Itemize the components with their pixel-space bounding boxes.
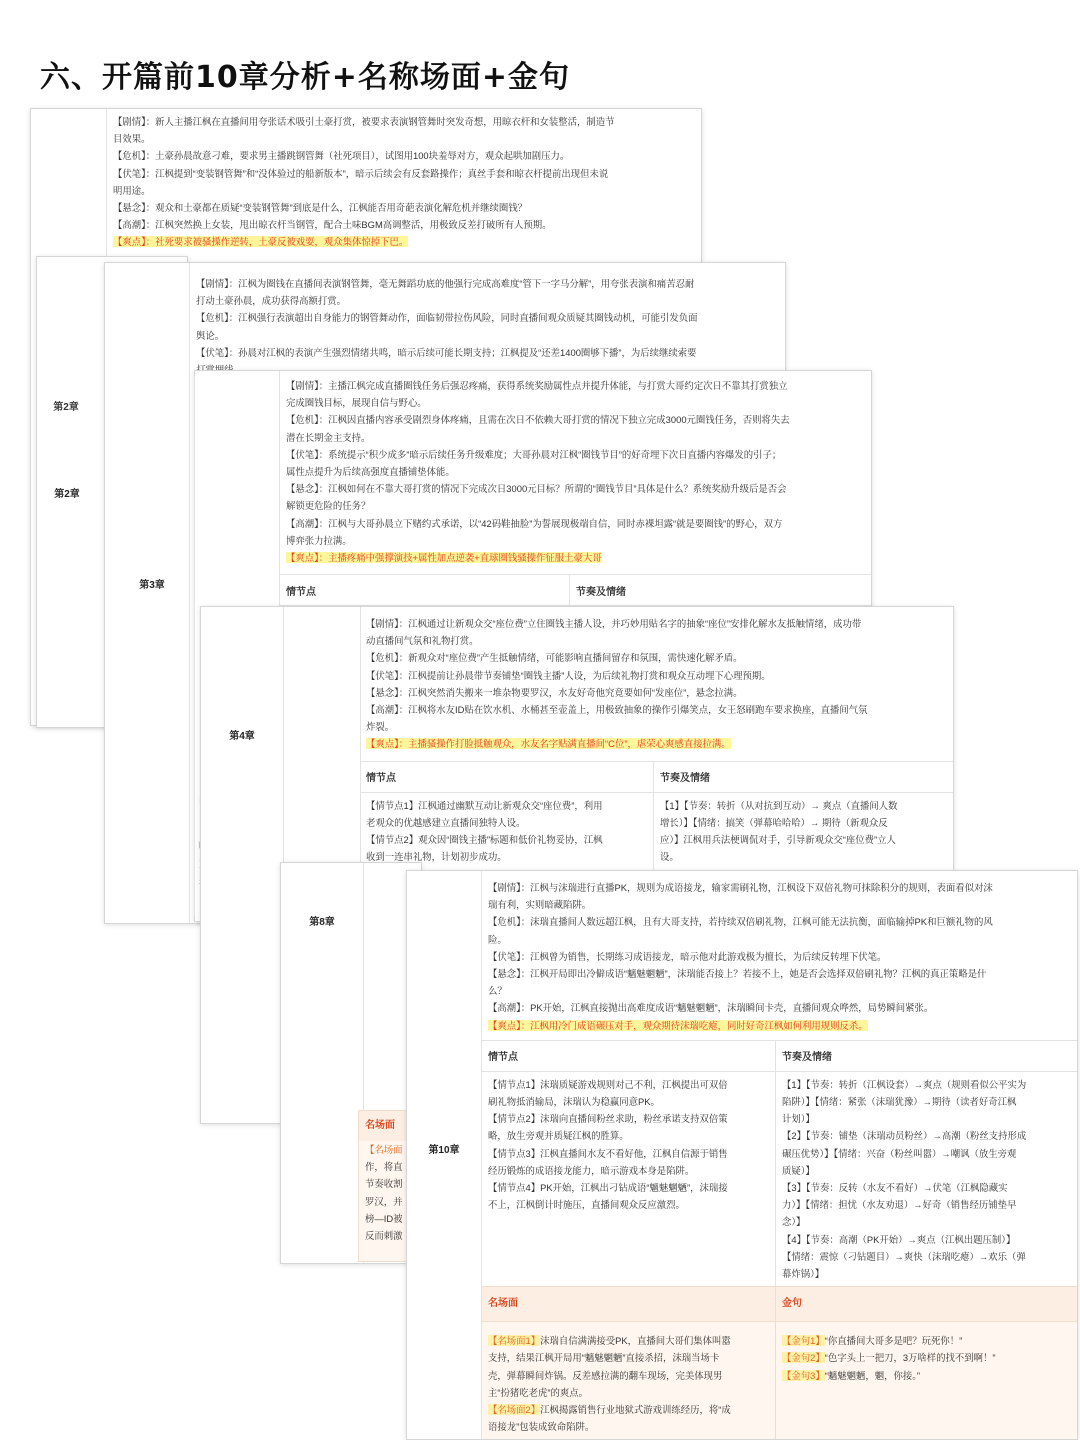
plot-line: 【剧情】：主播江枫完成直播圈钱任务后强忍疼痛，获得系统奖励属性点并提升体能，与打赏大哥约定次日不靠其打赏独立 — [286, 380, 788, 391]
suspense-line: 么？ — [488, 985, 507, 997]
plot-line: 打动土豪孙晨，成功获得高额打赏。 — [196, 295, 347, 307]
scene-text: 语接龙”包装成致命陷阱。 — [488, 1421, 595, 1433]
rhythm-line: 应）】江枫用兵法梗调侃对手，引导新观众交“座位费”立人 — [660, 834, 896, 846]
plot-line: 瑞有利，实则暗藏陷阱。 — [488, 899, 592, 911]
scene-fragment: 作，将直 — [365, 1161, 403, 1173]
foreshadow-line: 【伏笔】：江枫曾为销售，长期练习成语接龙，暗示他对此游戏极为擅长，为后续反转埋下伏笔。 — [488, 950, 887, 962]
foreshadow-line: 【伏笔】：江枫提前让孙晨带节奏铺垫“圈钱主播”人设，为后续礼物打赏和观众互动埋下心理预期。 — [366, 669, 771, 681]
chapter-10-card — [406, 870, 1078, 1440]
plot-line: 【剧情】：江枫与沫瑞进行直播PK，规则为成语接龙，输家需刷礼物，江枫设下双倍礼物可抹除积分的规则，表面看似对沫 — [488, 882, 993, 893]
rhythm-header: 节奏及情绪 — [576, 586, 626, 598]
plot-point-line: 收到一连串礼物，计划初步成功。 — [366, 851, 507, 863]
plot-points-header: 情节点 — [482, 1041, 776, 1071]
plot-line: 【剧情】：新人主播江枫在直播间用夸张话术吸引土豪打赏，被要求表演钢管舞时突发奇想，用晾衣杆和女装整活，制造节 — [113, 116, 615, 127]
scene-text: 江枫揭露销售行业地狱式游戏训练经历，将“成 — [540, 1404, 731, 1416]
highlight-line: 【爽点】：主播骚操作打脸抵触观众，水友名字贴满直播间“C位”，虐荣心爽感直接拉满。 — [366, 738, 731, 750]
plot-line: 【剧情】：江枫为圈钱在直播间表演钢管舞，毫无舞蹈功底的他强行完成高难度“管下一字马分解”，用夸张表演和痛苦忍耐 — [196, 278, 695, 289]
plot-point-line: 经历锻炼的成语接龙能力，暗示游戏本身是陷阱。 — [488, 1164, 695, 1176]
page-title: 六、开篇前10章分析+名称场面+金句 — [40, 60, 571, 95]
plot-line: 目效果。 — [113, 133, 151, 145]
plot-point-line: 略，放生旁观并质疑江枫的胜算。 — [488, 1130, 629, 1142]
rhythm-line: 【情绪：震惊（刁钻题目）→爽快（沫瑞吃瘪）→欢乐（弹 — [782, 1250, 1026, 1262]
rhythm-line: 碾压优势）】【情绪：兴奋（粉丝叫嚣）→嘲讽（放生旁观 — [782, 1147, 1017, 1159]
suspense-line: 【悬念】：江枫如何在不靠大哥打赏的情况下完成次日3000元目标？所谓的“圈钱节目”具体是什么？系统奖励升级后是否会 — [286, 483, 787, 495]
plot-point-line: 【情节点2】沫瑞向直播间粉丝求助，粉丝承诺支持双倍策 — [488, 1113, 728, 1125]
rhythm-header: 节奏及情绪 — [782, 1052, 832, 1064]
plot-line: 【剧情】：江枫通过让新观众交“座位费”立住圈钱主播人设，并巧妙用贴名字的抽象“座位”安排化解水友抵触情绪，成功带 — [366, 618, 862, 629]
scene-tag: 【名场面1】 — [488, 1335, 541, 1347]
suspense-line: 【悬念】：观众和土豪都在质疑“变装钢管舞”到底是什么，江枫能否用奇葩表演化解危机并继续圈钱？ — [113, 202, 528, 214]
famous-scene-header: 名场面 — [482, 1287, 776, 1321]
rhythm-line: 【1】【节奏：转折（从对抗到互动）→ 爽点（直播间人数 — [660, 799, 898, 811]
famous-scene-cell — [482, 1322, 776, 1440]
scene-text: 壳，弹幕瞬间炸锅。反差感拉满的翻车现场，完美体现男 — [488, 1369, 723, 1381]
rhythm-line: 设。 — [660, 851, 679, 863]
quote-text: “你直播间大哥多是吧？玩死你！” — [824, 1335, 963, 1347]
rhythm-line: 陷阱）】【情绪：紧张（沫瑞犹豫）→期待（读者好奇江枫 — [782, 1096, 1017, 1108]
scene-line — [488, 1418, 767, 1435]
foreshadow-line: 属性点提升为后续高强度直播铺垫体能。 — [286, 466, 455, 478]
climax-line: 炸裂。 — [366, 721, 395, 733]
scene-line — [488, 1384, 767, 1401]
climax-line: 【高潮】：PK开始，江枫直接抛出高难度成语“魑魅魍魉”，沫瑞瞬间卡壳，直播间观众哗然，局势瞬间紧张。 — [488, 1002, 934, 1014]
chapter-4-label: 第4章 — [229, 730, 255, 742]
golden-quote-header: 金句 — [782, 1298, 802, 1310]
crisis-line: 【危机】：新观众对“座位费”产生抵触情绪，可能影响直播间留存和氛围，需快速化解矛盾。 — [366, 652, 743, 664]
plot-point-line: 【情节点1】江枫通过幽默互动让新观众交“座位费”，利用 — [366, 799, 603, 811]
plot-point-line: 不上，江枫倒计时施压，直播间观众反应激烈。 — [488, 1199, 685, 1211]
scene-text: 沫瑞自信满满接受PK，直播间大哥们集体叫嚣 — [540, 1335, 731, 1347]
quote-tag: 【金句1】 — [782, 1335, 825, 1347]
quote-text: “色字头上一把刀，3万啥样的找不到啊！” — [824, 1352, 996, 1364]
scene-fragment: 【名场面 — [365, 1144, 403, 1155]
rhythm-header: 节奏及情绪 — [660, 773, 710, 785]
plot-point-line: 【情节点1】沫瑞质疑游戏规则对己不利，江枫提出可双倍 — [488, 1078, 728, 1090]
suspense-line: 【悬念】：江枫开局即出冷僻成语“魑魅魍魉”，沫瑞能否接上？若接不上，她是否会选择双倍刷礼物？江枫的真正策略是什 — [488, 968, 987, 980]
plot-points-header: 情节点 — [360, 762, 654, 792]
quote-line — [782, 1332, 1069, 1349]
rhythm-line: 质疑）】 — [782, 1164, 815, 1176]
plot-point-line: 【情节点4】PK开始，江枫出刁钻成语“魑魅魍魉”，沫瑞接 — [488, 1182, 728, 1194]
foreshadow-line: 【伏笔】：系统提示“积少成多”暗示后续任务升级难度；大哥孙晨对江枫“圈钱节目”的好奇埋下次日直播内容爆发的引子； — [286, 448, 782, 460]
chapter-2-label: 第2章 — [54, 488, 80, 500]
chapter-3-title: 第3章 — [139, 579, 165, 591]
suspense-line: 解锁更危险的任务？ — [286, 500, 371, 512]
rhythm-line: 增长）】【情绪：搞笑（弹幕哈哈哈）→ 期待（新观众反 — [660, 816, 888, 828]
scene-line — [488, 1332, 767, 1349]
crisis-line: 【危机】：江枫强行表演超出自身能力的钢管舞动作，面临韧带拉伤风险，同时直播间观众质疑其圈钱动机，可能引发负面 — [196, 312, 698, 324]
crisis-line: 【危机】：沫瑞直播间人数远超江枫，且有大哥支持，若持续双倍刷礼物，江枫可能无法抗衡，面临输掉PK和巨额礼物的风 — [488, 916, 993, 928]
rhythm-line: 念）】 — [782, 1216, 806, 1228]
scene-fragment: 节奏收割 — [365, 1178, 403, 1190]
scene-fragment: 罗汉，并 — [365, 1195, 403, 1207]
rhythm-line: 【2】【节奏：铺垫（沫瑞动员粉丝）→高潮（粉丝支持形成 — [782, 1130, 1027, 1142]
scene-text: 支持，结果江枫开局用“魑魅魍魉”直接杀招，沫瑞当场卡 — [488, 1352, 720, 1364]
scene-tag: 【名场面2】 — [488, 1404, 541, 1416]
plot-points-header: 情节点 — [280, 575, 570, 605]
climax-line: 【高潮】：江枫与大哥孙晨立下赌约式承诺，以“42码鞋抽脸”为誓展现极端自信，同时赤裸坦露“就是要圈钱”的野心，双方 — [286, 517, 783, 529]
crisis-line: 潜在长期金主支持。 — [286, 431, 371, 443]
rhythm-line: 【1】【节奏：转折（江枫设套）→爽点（规则看似公平实为 — [782, 1078, 1027, 1090]
foreshadow-line: 【伏笔】：江枫提到“变装钢管舞”和“没体验过的船新版本”，暗示后续会有反套路操作；真丝手套和晾衣杆提前出现但未说 — [113, 167, 609, 179]
scene-line — [488, 1349, 767, 1366]
quote-tag: 【金句2】 — [782, 1352, 825, 1364]
chapter-10-label: 第10章 — [428, 1144, 460, 1156]
chapter-1-text — [107, 109, 701, 255]
plot-points-cell — [482, 1072, 776, 1286]
plot-point-line: 刷礼物抵消输局，沫瑞认为稳赢同意PK。 — [488, 1096, 660, 1108]
quote-tag: 【金句3】 — [782, 1369, 825, 1381]
quote-line — [782, 1367, 1069, 1384]
scene-line — [488, 1401, 767, 1418]
suspense-line: 【悬念】：江枫突然消失搬来一堆杂物要罗汉，水友好奇他究竟要如何“发座位”，悬念拉满。 — [366, 686, 743, 698]
highlight-line: 【爽点】：江枫用冷门成语碾压对手，观众期待沫瑞吃瘪，同时好奇江枫如何利用规则反杀。 — [488, 1019, 868, 1031]
crisis-line: 【危机】：江枫因直播内容承受剧烈身体疼痛，且需在次日不依赖大哥打赏的情况下独立完成3000元圈钱任务，否则将失去 — [286, 414, 790, 426]
chapter-2-title: 第2章 — [53, 401, 79, 413]
climax-line: 博弈张力拉满。 — [286, 534, 352, 546]
foreshadow-line: 明用途。 — [113, 184, 151, 196]
quote-text: “魑魅魍魉，魍，你接。” — [824, 1369, 921, 1381]
highlight-line: 【爽点】：主播疼痛中强撑演技+属性加点逆袭+直球圈钱骚操作征服土豪大哥 — [286, 552, 602, 564]
plot-point-line: 老观众的优越感建立直播间独特人设。 — [366, 816, 526, 828]
scene-fragment: 榜—ID被 — [365, 1212, 403, 1224]
scene-header: 名场面 — [359, 1111, 407, 1141]
rhythm-line: 幕炸锅）】 — [782, 1268, 825, 1280]
scene-fragment: 反而刺激 — [365, 1230, 403, 1242]
foreshadow-line: 【伏笔】：孙晨对江枫的表演产生强烈情绪共鸣，暗示后续可能长期支持；江枫提及“还差1400圈够下播”，为后续继续索要 — [196, 346, 697, 358]
scene-text: 主“扮猪吃老虎”的爽点。 — [488, 1386, 588, 1398]
rhythm-line: 计划）】 — [782, 1113, 815, 1125]
plot-line: 动直播间气氛和礼物打赏。 — [366, 635, 479, 647]
climax-line: 【高潮】：江枫突然换上女装，甩出晾衣杆当钢管，配合土味BGM高调整活，用极致反差打破所有人预期。 — [113, 219, 552, 231]
rhythm-line: 【4】【节奏：高潮（PK开始）→爽点（江枫出题压制）】 — [782, 1233, 1016, 1245]
chapter-4-scene-strip — [358, 1110, 408, 1262]
crisis-line: 【危机】：土豪孙晨故意刁难，要求男主播跳钢管舞（社死项目），试图用100块羞辱对方，观众起哄加剧压力。 — [113, 150, 570, 162]
chapter-8-label: 第8章 — [309, 916, 335, 928]
plot-point-line: 【情节点3】江枫直播间水友不看好他，江枫自信源于销售 — [488, 1147, 728, 1159]
plot-line: 完成圈钱目标，展现自信与野心。 — [286, 397, 427, 409]
rhythm-line: 力）】【情绪：担忧（水友劝退）→好奇（销售经历铺垫早 — [782, 1199, 1017, 1211]
rhythm-cell — [776, 1072, 1077, 1286]
quote-line — [782, 1349, 1069, 1366]
crisis-line: 险。 — [488, 933, 507, 945]
chapter-3-label-col — [110, 376, 195, 916]
plot-point-line: 【情节点2】观众因“圈钱主播”标题和低价礼物妥协，江枫 — [366, 834, 603, 846]
highlight-line: 【爽点】：社死要求被骚操作逆转，土豪反被戏耍，观众集体惊掉下巴。 — [113, 236, 409, 248]
climax-line: 【高潮】：江枫将水友ID贴在饮水机、水桶甚至壶盖上，用极致抽象的操作引爆笑点，女王怒刷跑车要求换座，直播间气氛 — [366, 704, 868, 716]
golden-quote-cell — [776, 1322, 1077, 1440]
rhythm-line: 【3】【节奏：反转（水友不看好）→伏笔（江枫隐藏实 — [782, 1182, 1008, 1194]
scene-line — [488, 1367, 767, 1384]
crisis-line: 舆论。 — [196, 329, 225, 341]
